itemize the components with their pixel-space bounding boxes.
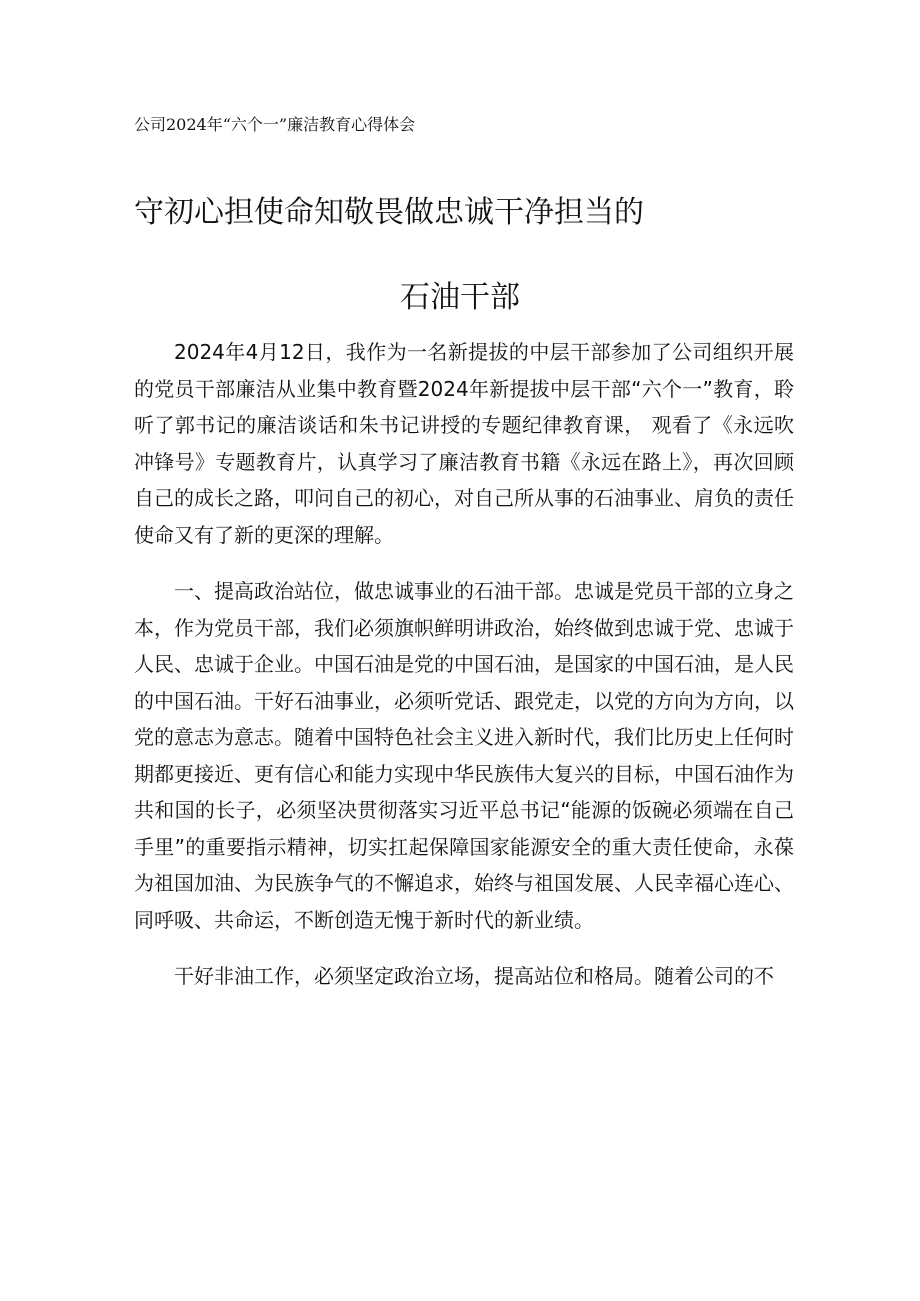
paragraph-3: 干好非油工作，必须坚定政治立场，提高站位和格局。随着公司的不 (174, 964, 774, 988)
document-header: 公司2024年“六个一”廉洁教育心得体会 (134, 115, 416, 134)
paragraph-spacer (134, 938, 794, 958)
document-title-line-2: 石油干部 (400, 280, 520, 315)
paragraph-2: 一、提高政治站位，做忠诚事业的石油干部。忠诚是党员干部的立身之本，作为党员干部，我们必须旗帜鲜明讲政治，始终做到忠诚于党、忠诚于人民、忠诚于企业。中国石油是党的中国石油，是国家的中国石油，是人民的中国石油。干好石油事业，必须听党话、跟党走，以党的方向为方向，以党的意志为意志。随着中国特色社会主义进入新时代，我们比历史上任何时期都更接近、更有信心和能力实现中华民族伟大复兴的目标，中国石油作为共和国的长子，必须坚决贯彻落实习近平总书记“能源的饭碗必须端在自己手里”的重要指示精神，切实扛起保障国家能源安全的重大责任使命，永葆为祖国加油、为民族争气的不懈追求，始终与祖国发展、人民幸福心连心、同呼吸、共命运，不断创造无愧于新时代的新业绩。 (134, 579, 794, 932)
document-title-line-1: 守初心担使命知敬畏做忠诚干净担当的 (134, 195, 644, 230)
document-body (134, 334, 794, 995)
paragraph-1: 2024年4月12日，我作为一名新提拔的中层干部参加了公司组织开展的党员干部廉洁从业集中教育暨2024年新提拔中层干部“六个一”教育，聆听了郭书记的廉洁谈话和朱书记讲授的专题纪律教育课， 观看了《永远吹冲锋号》专题教育片，认真学习了廉洁教育书籍《永远在路上》，再次回顾自己的成长之路，叩问自己的初心，对自己所从事的石油事业、肩负的责任使命又有了新的更深的理解。 (134, 340, 794, 547)
paragraph-spacer (134, 553, 794, 573)
